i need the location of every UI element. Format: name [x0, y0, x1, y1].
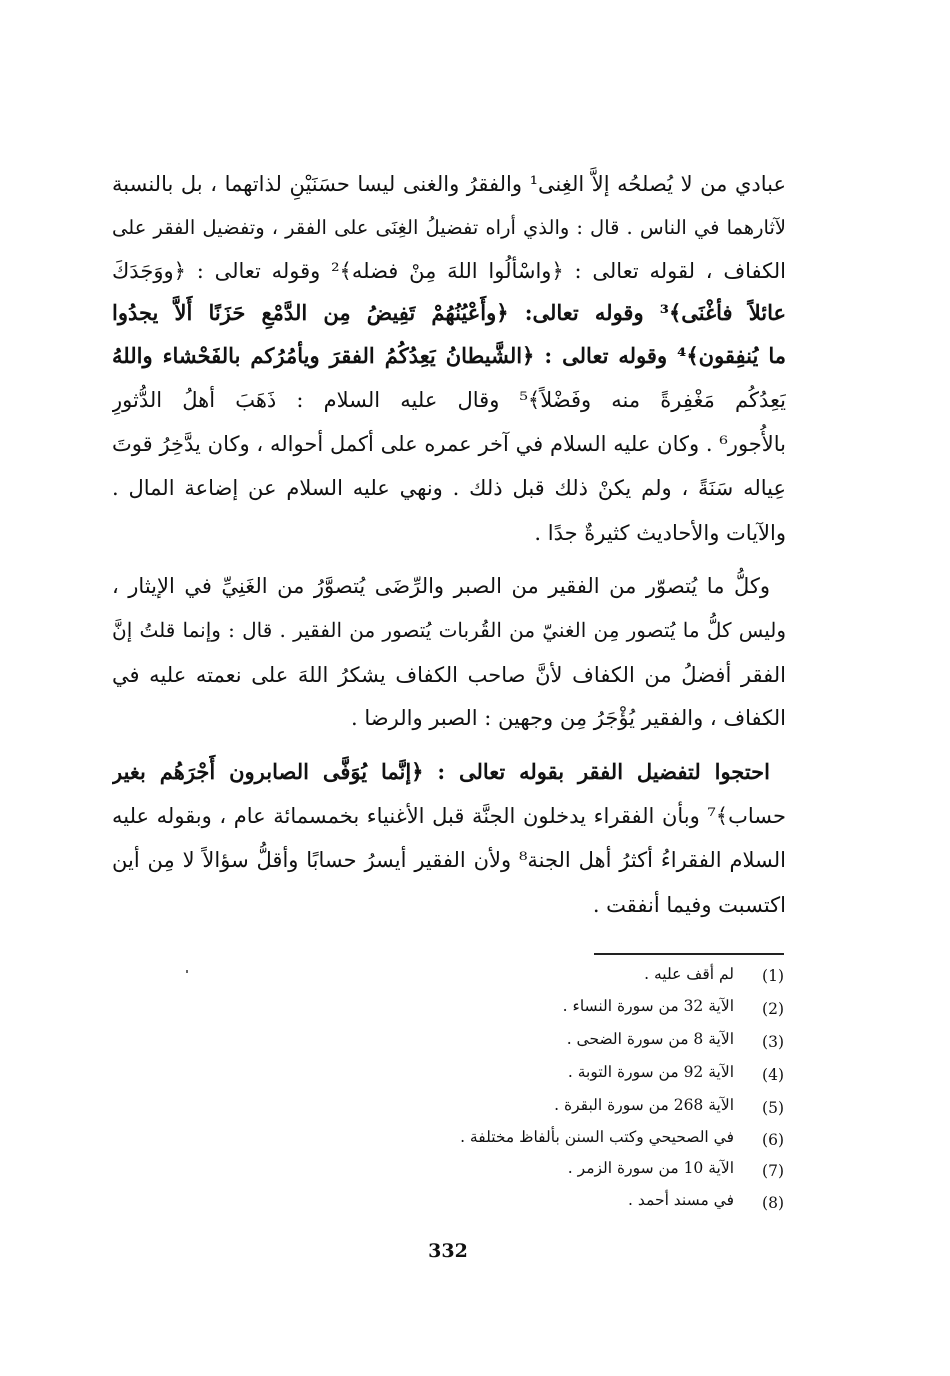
page-number: 332 [428, 1240, 468, 1262]
body-line-3: الكفاف ، لقوله تعالى : ﴿واسْألُوا اللهَ مِنْ فضله﴾² وقوله تعالى : ﴿ووَجَدَكَ [112, 259, 786, 283]
body-line-9: والآيات والأحاديث كثيرةٌ جدًا . [534, 521, 786, 545]
footnote-2-number: (2) [762, 1000, 784, 1018]
body-line-10: وكلُّ ما يُتصوّر من الفقير من الصبر والرِّضَى يُتصوَّرُ من الغَنِيِّ في الإيثار ، [112, 574, 770, 598]
footnote-5-number: (5) [762, 1099, 784, 1117]
footnote-7-number: (7) [762, 1162, 784, 1180]
footnote-7-text: الآية 10 من سورة الزمر . [567, 1159, 734, 1177]
footnote-3-text: الآية 8 من سورة الضحى . [566, 1030, 734, 1048]
footnote-6-number: (6) [762, 1131, 784, 1149]
body-line-7: بالأُجور⁶ . وكان عليه السلام في آخر عمره على أكمل أحواله ، وكان يدَّخِرُ قوتَ [112, 432, 786, 456]
body-line-5: ما يُنفِقون﴾⁴ وقوله تعالى : ﴿الشَّيطانُ يَعِدُكُمُ الفقرَ ويأمُرُكم بالفَحْشاء واللهُ [112, 343, 786, 368]
body-line-2: لآثارهما في الناس . قال : والذي أراه تفضيلُ الغِنَى على الفقر ، وتفضيل الفقر على [112, 216, 786, 239]
body-line-17: اكتسبت وفيما أنفقت . [592, 893, 786, 917]
footnote-1-number: (1) [762, 967, 784, 985]
body-line-14: احتجوا لتفضيل الفقر بقوله تعالى : ﴿إنَّما يُوَفَّى الصابرون أَجْرَهُم بغير [112, 759, 770, 784]
body-line-15: حساب﴾⁷ وبأن الفقراء يدخلون الجنَّة قبل الأغنياء بخمسمائة عام ، وبقوله عليه [112, 804, 786, 828]
footnote-5-text: الآية 268 من سورة البقرة . [554, 1096, 734, 1114]
footnote-4-text: الآية 92 من سورة التوبة . [567, 1063, 734, 1081]
body-line-13: الكفاف ، والفقير يُؤْجَرُ مِن وجهين : الصبر والرضا . [351, 706, 786, 730]
body-line-4: عائلاً فأغْنَى﴾³ وقوله تعالى: ﴿وأَعْيُنُهُمْ تَفِيضُ مِن الدَّمْعِ حَزَنًا أَلاَّ يجدُوا [112, 300, 786, 325]
body-line-16: السلام الفقراءُ أكثرُ أهل الجنة⁸ ولأن الفقير أيسرُ حسابًا وأقلُّ سؤالاً لا مِن أين [112, 848, 786, 872]
body-line-6: يَعِدُكُم مَغْفِرةً منه وفَضْلاً﴾⁵ وقال عليه السلام : ذَهَبَ أهلُ الدُّثورِ [112, 388, 786, 412]
footnote-separator [594, 953, 784, 955]
body-line-8: عِياله سَنَةً ، ولم يكنْ ذلك قبل ذلك . ونهي عليه السلام عن إضاعة المال . [112, 476, 786, 500]
footnote-2-text: الآية 32 من سورة النساء . [562, 997, 734, 1015]
footnote-8-text: في مسند أحمد . [628, 1191, 734, 1209]
body-line-12: الفقر أفضلُ من الكفاف لأنَّ صاحب الكفاف يشكرُ اللهَ على نعمته عليه في [112, 663, 786, 687]
footnote-8-number: (8) [762, 1194, 784, 1212]
footnote-4-number: (4) [762, 1066, 784, 1084]
body-line-1: عبادي من لا يُصلحُه إلاَّ الغِنى¹ والفقرُ والغنى ليسا حسَنَيْنِ لذاتهما ، بل بالنسبة [112, 172, 786, 196]
footnote-3-number: (3) [762, 1033, 784, 1051]
footnote-1-text: لم أقف عليه . [644, 965, 734, 983]
page-speck [186, 970, 188, 973]
body-line-11: وليس كلُّ ما يُتصور مِن الغنيّ من القُربات يُتصور من الفقير . قال : وإنما قلتُ إنَّ [112, 618, 786, 642]
footnote-6-text: في الصحيحي وكتب السنن بألفاظ مختلفة . [460, 1128, 734, 1146]
